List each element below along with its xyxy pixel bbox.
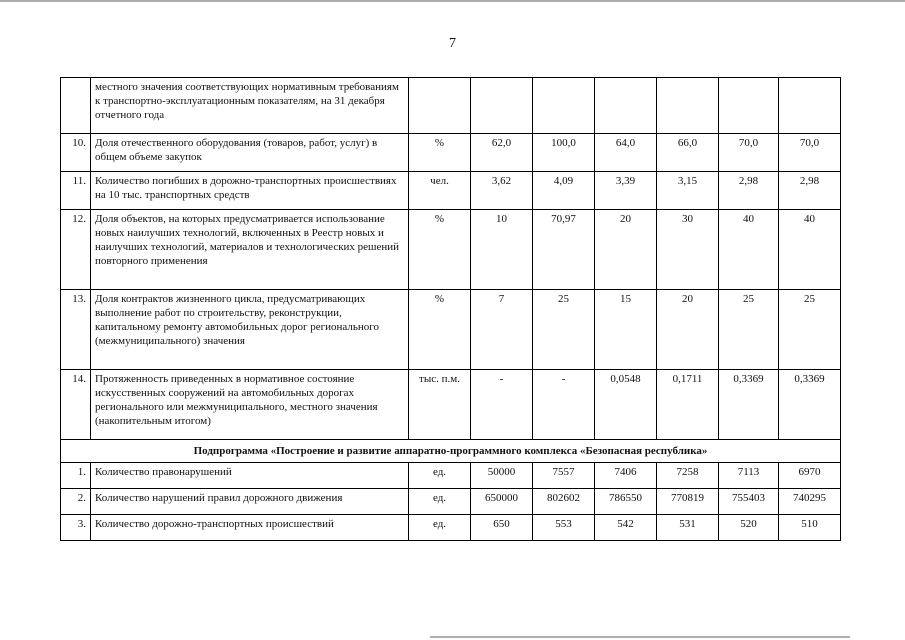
value-cell: 20 <box>657 290 719 370</box>
value-cell: 553 <box>533 515 595 541</box>
value-cell: 25 <box>719 290 779 370</box>
value-cell: 70,97 <box>533 210 595 290</box>
table-row <box>61 290 841 370</box>
row-number: 3. <box>61 515 91 541</box>
table-row <box>61 370 841 440</box>
unit-cell: % <box>409 290 471 370</box>
unit-cell: чел. <box>409 172 471 210</box>
value-cell: 3,15 <box>657 172 719 210</box>
value-cell: 786550 <box>595 489 657 515</box>
value-cell: 0,3369 <box>779 370 841 440</box>
row-number: 14. <box>61 370 91 440</box>
value-cell <box>779 78 841 134</box>
value-cell: 62,0 <box>471 134 533 172</box>
value-cell: 740295 <box>779 489 841 515</box>
value-cell: 542 <box>595 515 657 541</box>
indicator-description: местного значения соответствующих нормативным требованиям к транспортно-эксплуатационным показателям, на 31 декабря отчетного года <box>91 78 409 134</box>
value-cell: 7406 <box>595 463 657 489</box>
value-cell: 2,98 <box>779 172 841 210</box>
indicator-description: Доля отечественного оборудования (товаров, работ, услуг) в общем объеме закупок <box>91 134 409 172</box>
value-cell: 15 <box>595 290 657 370</box>
value-cell <box>471 78 533 134</box>
table-body-bottom <box>61 463 841 541</box>
value-cell: 650 <box>471 515 533 541</box>
scan-artifact-top <box>0 0 905 2</box>
value-cell: 50000 <box>471 463 533 489</box>
value-cell <box>595 78 657 134</box>
table-row <box>61 489 841 515</box>
value-cell: 40 <box>719 210 779 290</box>
value-cell: 7557 <box>533 463 595 489</box>
value-cell: 6970 <box>779 463 841 489</box>
indicator-description: Количество погибших в дорожно-транспортных происшествиях на 10 тыс. транспортных средств <box>91 172 409 210</box>
value-cell: 2,98 <box>719 172 779 210</box>
scan-artifact-bottom <box>430 636 850 638</box>
value-cell: 0,1711 <box>657 370 719 440</box>
row-number: 10. <box>61 134 91 172</box>
value-cell: 7113 <box>719 463 779 489</box>
value-cell: 3,39 <box>595 172 657 210</box>
value-cell: 66,0 <box>657 134 719 172</box>
value-cell: 770819 <box>657 489 719 515</box>
value-cell: 25 <box>779 290 841 370</box>
page-number: 7 <box>449 36 456 51</box>
unit-cell: тыс. п.м. <box>409 370 471 440</box>
value-cell: - <box>471 370 533 440</box>
indicator-description: Доля контрактов жизненного цикла, предусматривающих выполнение работ по строительству, реконструкции, капитальному ремонту автомобильных дорог регионального (межмуниципального) значения <box>91 290 409 370</box>
value-cell: 0,3369 <box>719 370 779 440</box>
value-cell: 4,09 <box>533 172 595 210</box>
table-row <box>61 78 841 134</box>
value-cell <box>719 78 779 134</box>
indicator-description: Протяженность приведенных в нормативное состояние искусственных сооружений на автомобильных дорогах регионального или межмуниципального, местного значения (накопительным итогом) <box>91 370 409 440</box>
value-cell: 70,0 <box>779 134 841 172</box>
value-cell <box>657 78 719 134</box>
unit-cell: ед. <box>409 489 471 515</box>
unit-cell: ед. <box>409 463 471 489</box>
subprogram-title: Подпрограмма «Построение и развитие аппаратно-программного комплекса «Безопасная республика» <box>61 440 841 463</box>
value-cell: 755403 <box>719 489 779 515</box>
value-cell: 10 <box>471 210 533 290</box>
value-cell: 520 <box>719 515 779 541</box>
value-cell: 64,0 <box>595 134 657 172</box>
row-number: 12. <box>61 210 91 290</box>
value-cell: 20 <box>595 210 657 290</box>
table-row <box>61 463 841 489</box>
value-cell: 30 <box>657 210 719 290</box>
table-row <box>61 210 841 290</box>
value-cell: 7258 <box>657 463 719 489</box>
value-cell: 70,0 <box>719 134 779 172</box>
value-cell: - <box>533 370 595 440</box>
value-cell: 0,0548 <box>595 370 657 440</box>
value-cell: 802602 <box>533 489 595 515</box>
indicator-description: Доля объектов, на которых предусматривается использование новых наилучших технологий, включенных в Реестр новых и наилучших технологий, материалов и технологических решений повторного применения <box>91 210 409 290</box>
row-number: 13. <box>61 290 91 370</box>
indicator-description: Количество дорожно-транспортных происшествий <box>91 515 409 541</box>
unit-cell <box>409 78 471 134</box>
unit-cell: % <box>409 134 471 172</box>
value-cell: 7 <box>471 290 533 370</box>
row-number: 2. <box>61 489 91 515</box>
indicators-table <box>60 77 841 541</box>
unit-cell: ед. <box>409 515 471 541</box>
value-cell: 3,62 <box>471 172 533 210</box>
value-cell: 650000 <box>471 489 533 515</box>
value-cell: 25 <box>533 290 595 370</box>
row-number: 1. <box>61 463 91 489</box>
value-cell: 40 <box>779 210 841 290</box>
table-body-top <box>61 78 841 440</box>
value-cell: 531 <box>657 515 719 541</box>
table-row <box>61 172 841 210</box>
subprogram-row <box>61 440 841 463</box>
value-cell: 510 <box>779 515 841 541</box>
row-number <box>61 78 91 134</box>
table-row <box>61 515 841 541</box>
value-cell: 100,0 <box>533 134 595 172</box>
row-number: 11. <box>61 172 91 210</box>
indicator-description: Количество нарушений правил дорожного движения <box>91 489 409 515</box>
table-row <box>61 134 841 172</box>
value-cell <box>533 78 595 134</box>
unit-cell: % <box>409 210 471 290</box>
indicator-description: Количество правонарушений <box>91 463 409 489</box>
subprogram-section <box>61 440 841 463</box>
